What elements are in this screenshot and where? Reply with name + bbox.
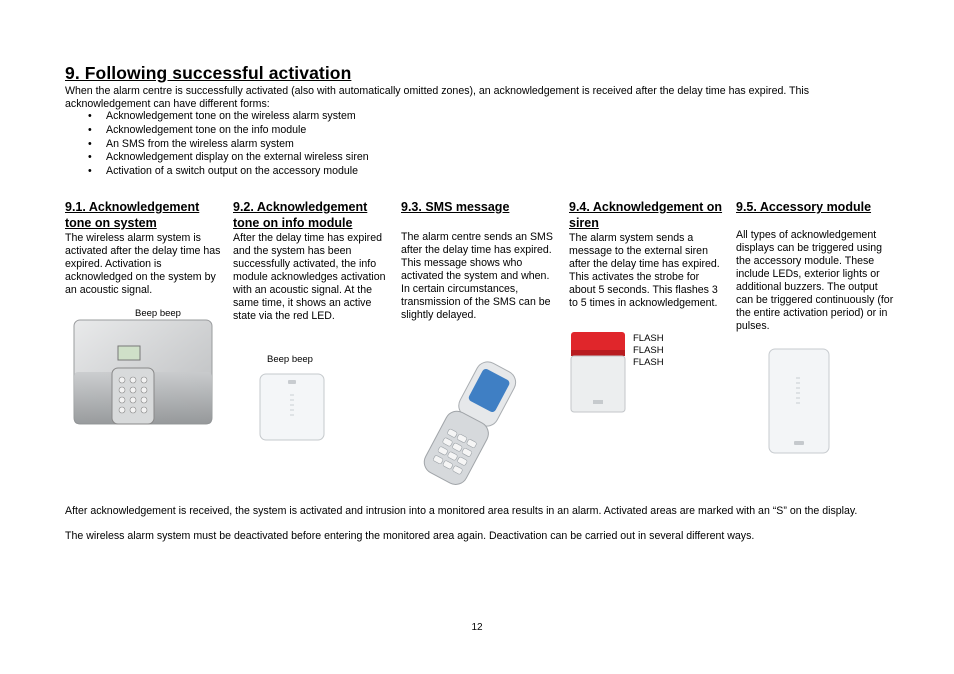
external-siren-image bbox=[568, 330, 628, 415]
acknowledgement-forms-list bbox=[88, 110, 369, 179]
section-title: 9.1. Acknowledgement tone on system bbox=[65, 200, 200, 230]
section-title: 9.5. Accessory module bbox=[736, 200, 872, 214]
intro-paragraph: When the alarm centre is successfully activated (also with automatically omitted zones), an acknowledgement is received after the delay time has expired. This acknowledgement can have different forms: bbox=[65, 85, 810, 111]
section-text: The wireless alarm system is activated after the delay time has expired. Activation is acknowledged on the system by an acoustic signal. bbox=[65, 232, 221, 296]
section-text: The alarm centre sends an SMS after the delay time has expired. This message shows who activated the system and when. In certain circumstances, transmission of the SMS can be slightly delayed. bbox=[401, 231, 553, 321]
beep-caption: Beep beep bbox=[135, 308, 181, 319]
section-title: 9.2. Acknowledgement tone on info module bbox=[233, 200, 368, 230]
page-number: 12 bbox=[471, 622, 483, 633]
section-tone-on-info-module bbox=[233, 199, 391, 323]
accessory-module-image bbox=[766, 347, 832, 457]
section-text: The alarm system sends a message to the external siren after the delay time has expired. This activates the strobe for about 5 seconds. This flashes 3 to 5 times in acknowledgement. bbox=[569, 232, 720, 309]
list-item: • Activation of a switch output on the accessory module bbox=[88, 165, 359, 178]
info-module-image bbox=[258, 372, 328, 444]
bullet: • bbox=[88, 110, 92, 122]
section-acknowledgement-on-siren bbox=[569, 199, 727, 310]
section-text: All types of acknowledgement displays can be triggered using the accessory module. These include LEDs, exterior lights or additional buzzers. The output can be triggered continuously (for the entire activation period) or in pulses. bbox=[736, 229, 894, 332]
section-text: After the delay time has expired and the system has been successfully activated, the info module acknowledges activation with an acoustic signal. At the same time, it shows an active state via the red LED. bbox=[233, 232, 386, 322]
section-accessory-module bbox=[736, 199, 894, 333]
activation-paragraph: After acknowledgement is received, the system is activated and intrusion into a monitored area results in an alarm. Activated areas are marked with an “S” on the display. bbox=[65, 505, 858, 517]
deactivation-paragraph: The wireless alarm system must be deactivated before entering the monitored area again. Deactivation can be carried out in several different ways. bbox=[65, 530, 755, 542]
mobile-phone-image bbox=[400, 355, 530, 490]
section-tone-on-system bbox=[65, 199, 223, 297]
bullet: • bbox=[88, 123, 92, 136]
list-item: • Acknowledgement tone on the wireless alarm system bbox=[88, 110, 356, 122]
beep-caption: Beep beep bbox=[267, 354, 313, 365]
section-sms-message bbox=[401, 199, 559, 322]
bullet: • bbox=[88, 165, 92, 178]
alarm-system-panel-image bbox=[72, 318, 214, 428]
flash-caption: FLASH FLASH FLASH bbox=[633, 333, 664, 368]
list-item: • An SMS from the wireless alarm system bbox=[88, 137, 294, 150]
list-item: • Acknowledgement display on the external wireless siren bbox=[88, 151, 369, 164]
section-title: 9.3. SMS message bbox=[401, 200, 510, 214]
section-title: 9.4. Acknowledgement on siren bbox=[569, 200, 723, 230]
page-heading: 9. Following successful activation bbox=[65, 63, 352, 83]
list-item: • Acknowledgement tone on the info module bbox=[88, 123, 307, 136]
bullet: • bbox=[88, 151, 92, 164]
bullet: • bbox=[88, 137, 92, 150]
